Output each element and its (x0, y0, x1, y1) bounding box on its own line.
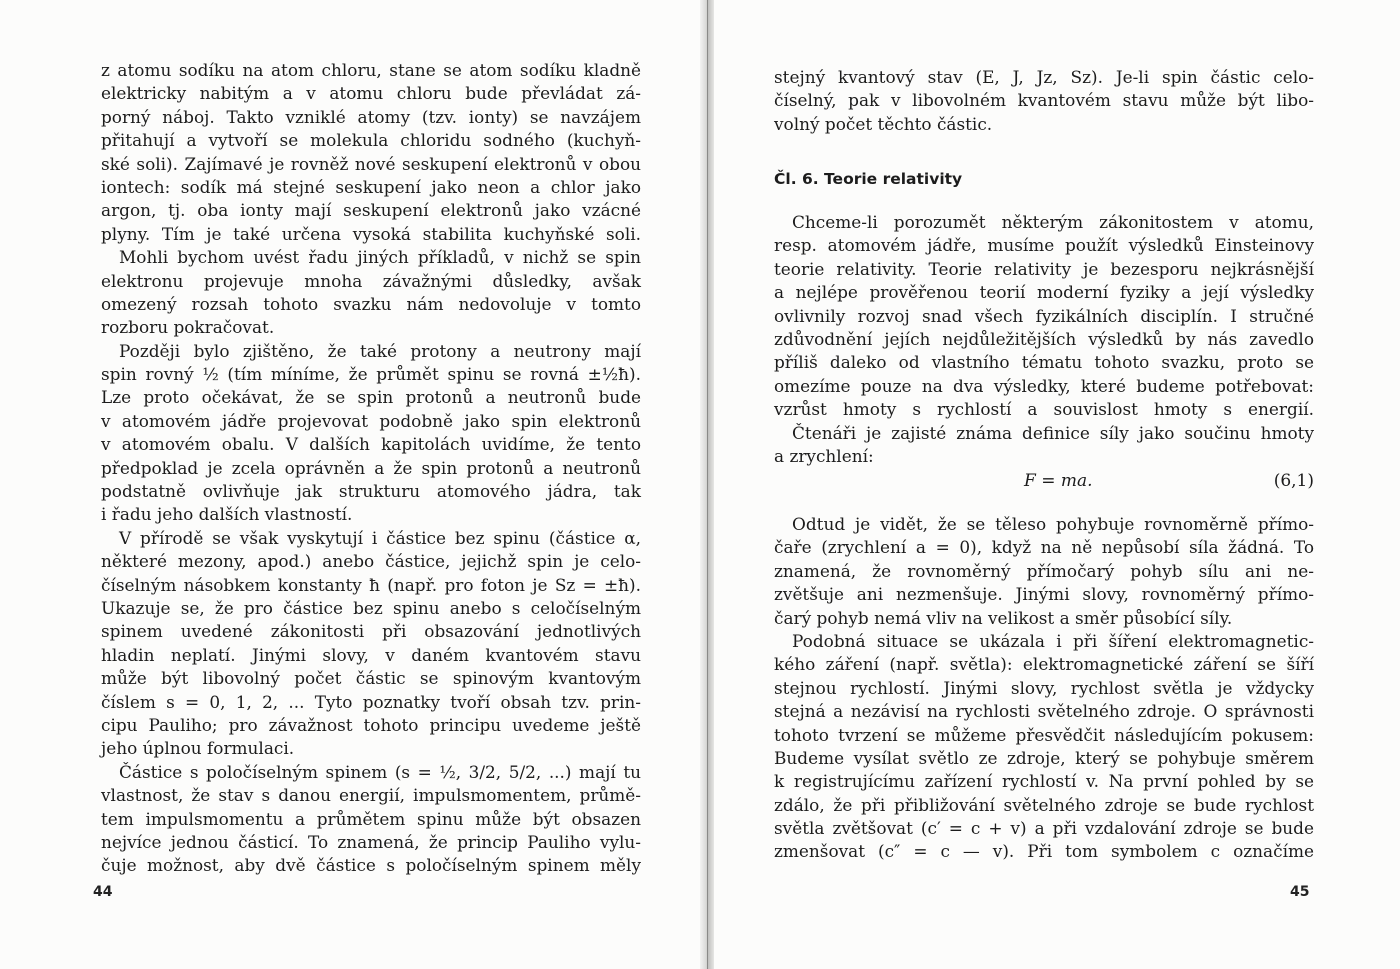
text-line: argon, tj. oba ionty mají seskupení elektronů jako vzácné (101, 200, 641, 221)
text-line: číselným násobkem konstanty ħ (např. pro foton je Sz = ±ħ). (101, 574, 641, 595)
text-line: Budeme vysílat světlo ze zdroje, který se pohybuje směrem (774, 747, 1314, 768)
text-line: podstatně ovlivňuje jak strukturu atomového jádra, tak (101, 481, 641, 502)
text-line: Podobná situace se ukázala i při šíření elektromagnetic- (792, 630, 1314, 651)
text-line: zvětšuje ani nezmenšuje. Jinými slovy, rovnoměrný přímo- (774, 584, 1314, 605)
text-line: některé mezony, apod.) anebo částice, jejichž spin je celo- (101, 551, 641, 572)
left-page-text (101, 59, 641, 878)
text-line: i řadu jeho dalších vlastností. (101, 504, 353, 525)
text-line: V přírodě se však vyskytují i částice bez spinu (částice α, (119, 527, 641, 548)
text-line: Čtenáři je zajisté známa definice síly jako součinu hmoty (792, 422, 1314, 443)
text-line: Lze proto očekávat, že se spin protonů a neutronů bude (101, 387, 641, 408)
text-line: čarý pohyb nemá vliv na velikost a směr působící síly. (774, 607, 1233, 628)
text-line: nejvíce jednou částicí. To znamená, že princip Pauliho vylu- (101, 831, 641, 852)
gutter-fold-line (707, 0, 708, 969)
text-line: Částice s poločíselným spinem (s = ½, 3/2, 5/2, ...) mají tu (119, 761, 641, 782)
text-line: znamená, že rovnoměrný přímočarý pohyb sílu ani ne- (774, 560, 1314, 581)
text-line: stejnou rychlostí. Jinými slovy, rychlost světla je vždycky (774, 677, 1314, 698)
page-number-right: 45 (1290, 884, 1310, 900)
text-line: přitahují a vytvoří se molekula chloridu sodného (kuchyň- (101, 130, 641, 151)
text-line: příliš daleko od vlastního tématu tohoto svazku, proto se (774, 352, 1314, 373)
text-line: teorie relativity. Teorie relativity je bezesporu nejkrásnější (774, 258, 1314, 279)
text-line: čuje možnost, aby dvě částice s poločíselným spinem měly (101, 855, 641, 876)
equation-number: (6,1) (1273, 471, 1314, 491)
text-line: zmenšovat (c″ = c — v). Při tom symbolem c označíme (774, 841, 1314, 862)
text-line: kého záření (např. světla): elektromagnetické záření se šíří (774, 654, 1314, 675)
equation-6-1 (774, 471, 1314, 495)
section-heading: Čl. 6. Teorie relativity (774, 170, 963, 188)
page-number-left: 44 (93, 884, 113, 900)
text-line: a zrychlení: (774, 445, 874, 466)
text-line: spinem uvedené zákonitosti při obsazování jednotlivých (101, 621, 641, 642)
text-line: tohoto tvrzení se můžeme přesvědčit následujícím pokusem: (774, 724, 1314, 745)
text-line: cipu Pauliho; pro závažnost tohoto principu uvedeme ještě (101, 714, 641, 735)
text-line: stejná a nezávisí na rychlosti světelného zdroje. O správnosti (774, 701, 1314, 722)
right-page-after-text (774, 513, 1314, 864)
text-line: ovlivnily rozvoj snad všech fyzikálních disciplín. I stručné (774, 305, 1314, 326)
text-line: Odtud je vidět, že se těleso pohybuje rovnoměrně přímo- (792, 514, 1314, 534)
text-line: v atomovém obalu. V dalších kapitolách uvidíme, že tento (101, 434, 641, 455)
text-line: vlastnost, že stav s danou energií, impulsmomentem, průmě- (101, 785, 641, 806)
text-line: může být libovolný počet částic se spinovým kvantovým (101, 668, 641, 689)
text-line: Mohli bychom uvést řadu jiných příkladů, v nichž se spin (119, 247, 641, 268)
right-page-main-text (774, 211, 1314, 468)
text-line: elektronu projevuje mnoha závažnými důsledky, avšak (101, 270, 641, 291)
text-line: z atomu sodíku na atom chloru, stane se atom sodíku kladně (101, 60, 641, 80)
text-line: a nejlépe prověřenou teorií moderní fyziky a její výsledky (774, 282, 1314, 303)
text-line: číslem s = 0, 1, 2, ... Tyto poznatky tvoří obsah tzv. prin- (101, 691, 641, 712)
text-line: zdálo, že při přibližování světelného zdroje se bude rychlost (774, 794, 1314, 815)
text-line: číselný, pak v libovolném kvantovém stavu může být libo- (774, 90, 1314, 111)
text-line: světla zvětšovat (c′ = c + v) a při vzdalování zdroje se bude (774, 818, 1314, 839)
right-page (714, 0, 1400, 969)
text-line: spin rovný ½ (tím míníme, že průmět spinu se rovná ±½ħ). (101, 364, 641, 385)
right-page-top-text (774, 66, 1314, 136)
text-line: předpoklad je zcela oprávněn a že spin protonů a neutronů (101, 457, 641, 478)
text-line: rozboru pokračovat. (101, 317, 275, 338)
text-line: Chceme-li porozumět některým zákonitostem v atomu, (792, 212, 1314, 232)
text-line: iontech: sodík má stejné seskupení jako neon a chlor jako (101, 176, 641, 197)
text-line: vzrůst hmoty s rychlostí a souvislost hmoty s energií. (774, 399, 1314, 420)
text-line: omezený rozsah tohoto svazku nám nedovoluje v tomto (101, 293, 641, 314)
text-line: k registrujícímu zařízení rychlostí v. Na první pohled by se (774, 771, 1314, 792)
text-line: hladin neplatí. Jinými slovy, v daném kvantovém stavu (101, 644, 641, 665)
text-line: porný náboj. Takto vzniklé atomy (tzv. ionty) se navzájem (101, 106, 641, 127)
text-line: Ukazuje se, že pro částice bez spinu anebo s celočíselným (101, 597, 641, 618)
text-line: volný počet těchto částic. (774, 113, 993, 134)
text-line: plyny. Tím je také určena vysoká stabilita kuchyňské soli. (101, 223, 641, 244)
text-line: v atomovém jádře projevovat podobně jako spin elektronů (101, 410, 641, 431)
text-line: elektricky nabitým a v atomu chloru bude převládat zá- (101, 83, 641, 104)
text-line: jeho úplnou formulaci. (101, 738, 295, 759)
text-line: zdůvodnění jejích nejdůležitějších výsledků by nás zavedlo (774, 328, 1314, 349)
text-line: omezíme pouze na dva výsledky, které budeme potřebovat: (774, 375, 1314, 396)
text-line: Později bylo zjištěno, že také protony a neutrony mají (119, 340, 641, 361)
text-line: čaře (zrychlení a = 0), když na ně nepůsobí síla žádná. To (774, 537, 1314, 558)
text-line: tem impulsmomentu a průmětem spinu může být obsazen (101, 808, 641, 829)
text-line: stejný kvantový stav (E, J, Jz, Sz). Je-li spin částic celo- (774, 67, 1314, 87)
text-line: resp. atomovém jádře, musíme použít výsledků Einsteinovy (774, 235, 1314, 256)
equation-expression: F = ma. (1024, 471, 1093, 491)
text-line: ské soli). Zajímavé je rovněž nové seskupení elektronů v obou (101, 153, 641, 174)
